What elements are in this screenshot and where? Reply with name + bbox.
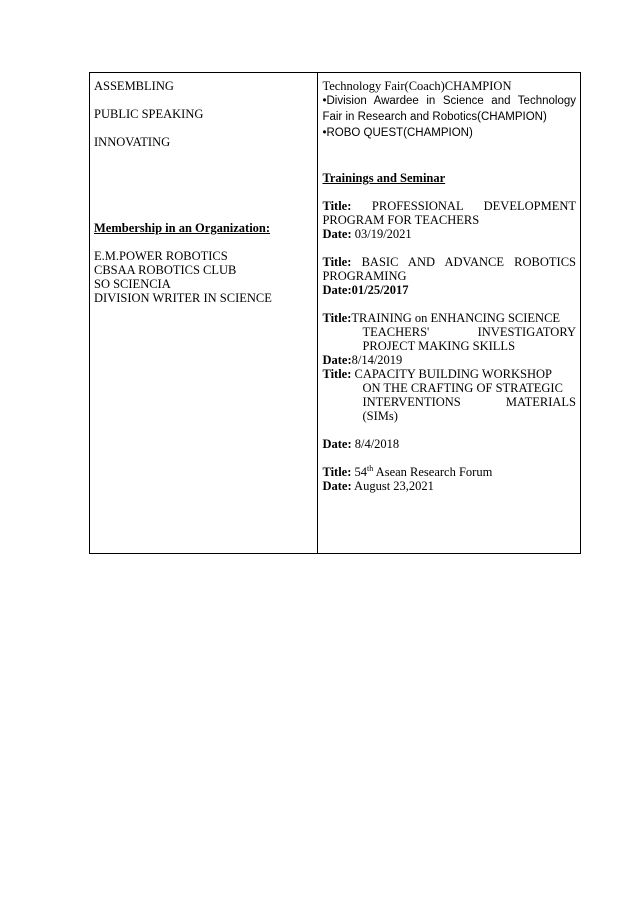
date-label: Date: xyxy=(322,353,352,367)
award-bullet: •Division Awardee in Science and Technology Fair in Research and Robotics(CHAMPION) xyxy=(322,95,576,123)
training-title xyxy=(322,199,576,227)
membership-heading: Membership in an Organization: xyxy=(94,221,271,235)
award-bullet: •ROBO QUEST(CHAMPION) xyxy=(322,127,473,139)
membership-item: CBSAA ROBOTICS CLUB xyxy=(94,263,237,277)
training-title xyxy=(322,367,576,381)
training-title-text: PROFESSIONAL DEVELOPMENT PROGRAM FOR TEACHERS xyxy=(322,199,576,227)
training-title-text: CAPACITY BUILDING WORKSHOP xyxy=(354,367,552,381)
title-label: Title: xyxy=(322,465,352,479)
training-date xyxy=(322,479,576,493)
training-date-text: 01/25/2017 xyxy=(351,283,409,297)
training-title-continuation: PROJECT MAKING SKILLS xyxy=(362,339,516,353)
date-label: Date: xyxy=(322,437,352,451)
training-title-number: 54 xyxy=(354,465,368,479)
training-date-text: 8/14/2019 xyxy=(351,353,403,367)
title-label: Title: xyxy=(322,199,352,213)
trainings-heading: Trainings and Seminar xyxy=(322,171,446,185)
skill-item: PUBLIC SPEAKING xyxy=(94,107,204,121)
right-column xyxy=(318,73,581,554)
training-title xyxy=(322,255,576,283)
title-label: Title: xyxy=(322,255,352,269)
membership-item: DIVISION WRITER IN SCIENCE xyxy=(94,291,272,305)
training-title-continuation: (SIMs) xyxy=(362,409,398,423)
training-title-continuation: ON THE CRAFTING OF STRATEGIC xyxy=(362,381,563,395)
resume-table xyxy=(89,72,581,554)
training-date-text: 8/4/2018 xyxy=(354,437,400,451)
date-label: Date: xyxy=(322,227,352,241)
membership-item: SO SCIENCIA xyxy=(94,277,171,291)
title-label: Title: xyxy=(322,311,352,325)
training-date xyxy=(322,437,576,451)
training-title-continuation: TEACHERS' INVESTIGATORY xyxy=(362,325,576,339)
membership-item: E.M.POWER ROBOTICS xyxy=(94,249,228,263)
table-row xyxy=(90,73,581,554)
training-title xyxy=(322,465,576,479)
training-date xyxy=(322,283,576,297)
training-title-superscript: th xyxy=(367,463,374,473)
training-date-text: 03/19/2021 xyxy=(354,227,412,241)
training-date-text: August 23,2021 xyxy=(354,479,434,493)
training-title xyxy=(322,311,576,325)
left-column xyxy=(90,73,318,554)
training-title-text: BASIC AND ADVANCE ROBOTICS PROGRAMING xyxy=(322,255,576,283)
date-label: Date: xyxy=(322,479,352,493)
skill-item: INNOVATING xyxy=(94,135,171,149)
training-date xyxy=(322,353,576,367)
training-title-continuation: INTERVENTIONS MATERIALS xyxy=(362,395,576,409)
training-title-text: TRAINING on ENHANCING SCIENCE xyxy=(351,311,561,325)
training-title-text: Asean Research Forum xyxy=(373,465,493,479)
title-label: Title: xyxy=(322,367,352,381)
date-label: Date: xyxy=(322,283,352,297)
training-date xyxy=(322,227,576,241)
award-line: Technology Fair(Coach)CHAMPION xyxy=(322,79,512,93)
skill-item: ASSEMBLING xyxy=(94,79,174,93)
